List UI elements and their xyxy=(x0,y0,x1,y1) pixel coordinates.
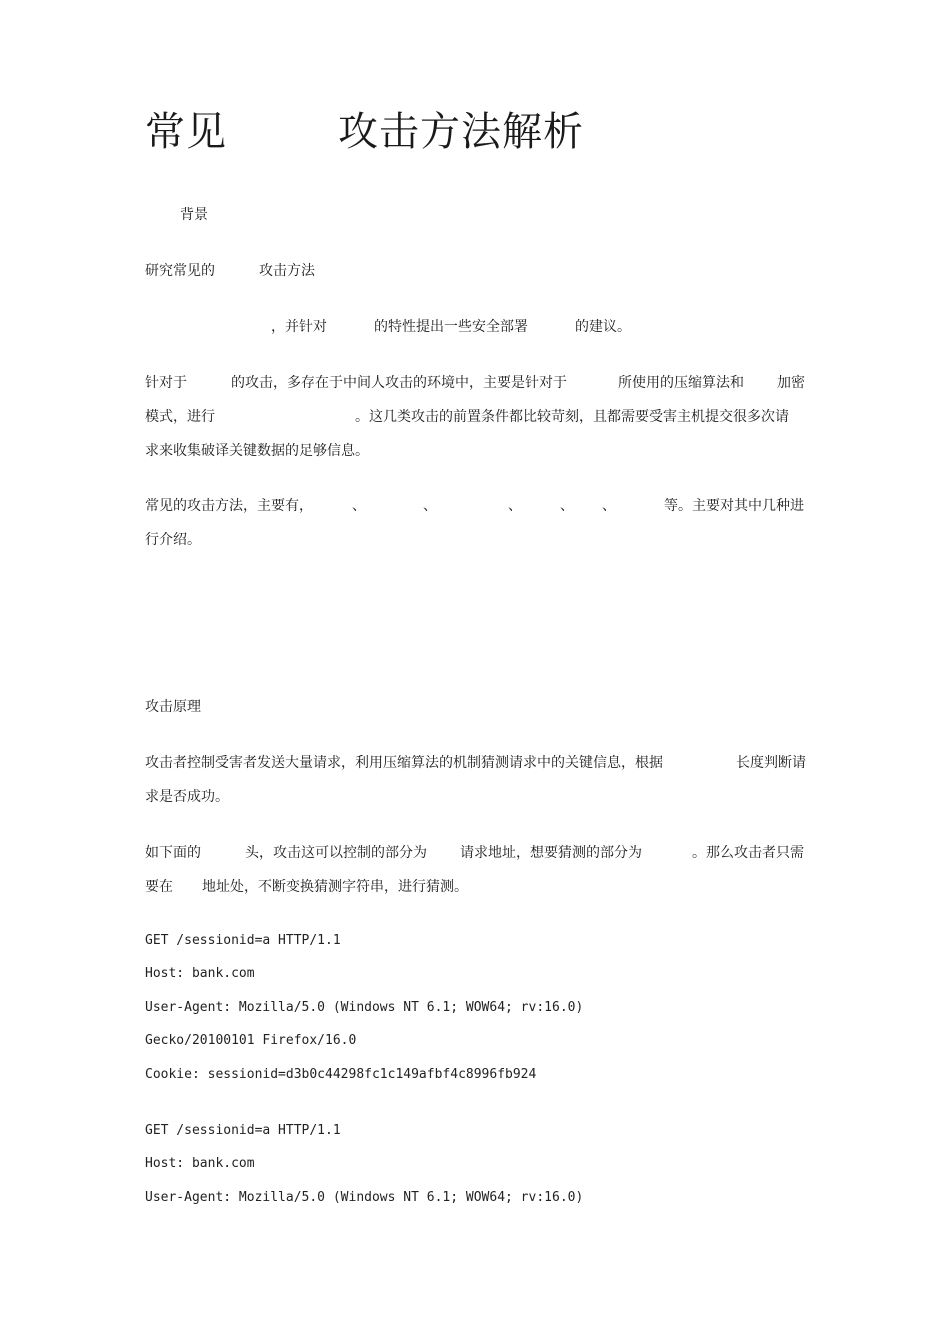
background-line-2c: 的建议。 xyxy=(575,319,631,335)
principle-p2-line-1a: 如下面的 xyxy=(145,845,201,861)
methods-sep-1: 、 xyxy=(352,498,366,514)
title-part-1: 常见 xyxy=(145,109,227,155)
env-line-3: 求来收集破译关键数据的足够信息。 xyxy=(145,443,369,459)
principle-p1-line-1b: 长度判断请 xyxy=(736,755,806,771)
principle-p2-line-1b: 头，攻击这可以控制的部分为 xyxy=(245,845,427,861)
title-part-2: 攻击方法解析 xyxy=(338,109,584,155)
background-line-2a: ，并针对 xyxy=(271,319,327,335)
methods-sep-3: 、 xyxy=(508,498,522,514)
methods-line-2: 行介绍。 xyxy=(145,532,201,548)
background-line-1a: 研究常见的 xyxy=(145,263,215,279)
code-2-line: Host: bank.com xyxy=(145,1156,255,1171)
env-line-1b: 的攻击，多存在于中间人攻击的环境中，主要是针对于 xyxy=(231,375,567,391)
code-1-line: GET /sessionid=a HTTP/1.1 xyxy=(145,933,341,948)
env-line-1c: 所使用的压缩算法和 xyxy=(618,375,744,391)
principle-p2-line-1c: 请求地址，想要猜测的部分为 xyxy=(460,845,642,861)
heading-principle: 攻击原理 xyxy=(145,699,201,715)
code-2-line: User-Agent: Mozilla/5.0 (Windows NT 6.1; WOW64; rv:16.0) xyxy=(145,1190,584,1205)
code-1-line: User-Agent: Mozilla/5.0 (Windows NT 6.1; WOW64; rv:16.0) xyxy=(145,1000,584,1015)
principle-p2-line-1d: 。那么攻击者只需 xyxy=(692,845,804,861)
env-line-2a: 模式，进行 xyxy=(145,409,215,425)
principle-p2-line-2b: 地址处，不断变换猜测字符串，进行猜测。 xyxy=(202,879,468,895)
code-2-line: GET /sessionid=a HTTP/1.1 xyxy=(145,1123,341,1138)
methods-sep-2: 、 xyxy=(423,498,437,514)
code-1-line: Cookie: sessionid=d3b0c44298fc1c149afbf4c8996fb924 xyxy=(145,1067,537,1082)
heading-background: 背景 xyxy=(180,207,208,223)
methods-line-1a: 常见的攻击方法，主要有， xyxy=(145,498,313,514)
principle-p1-line-2: 求是否成功。 xyxy=(145,789,229,805)
code-1-line: Gecko/20100101 Firefox/16.0 xyxy=(145,1033,357,1048)
env-line-1d: 加密 xyxy=(777,375,805,391)
background-line-1b: 攻击方法 xyxy=(259,263,315,279)
env-line-1a: 针对于 xyxy=(145,375,187,391)
principle-p1-line-1a: 攻击者控制受害者发送大量请求，利用压缩算法的机制猜测请求中的关键信息，根据 xyxy=(145,755,663,771)
methods-line-1-end: 等。主要对其中几种进 xyxy=(664,498,804,514)
code-1-line: Host: bank.com xyxy=(145,966,255,981)
methods-sep-4: 、 xyxy=(560,498,574,514)
methods-sep-5: 、 xyxy=(602,498,616,514)
env-line-2b: 。这几类攻击的前置条件都比较苛刻，且都需要受害主机提交很多次请 xyxy=(355,409,789,425)
principle-p2-line-2a: 要在 xyxy=(145,879,173,895)
background-line-2b: 的特性提出一些安全部署 xyxy=(374,319,528,335)
